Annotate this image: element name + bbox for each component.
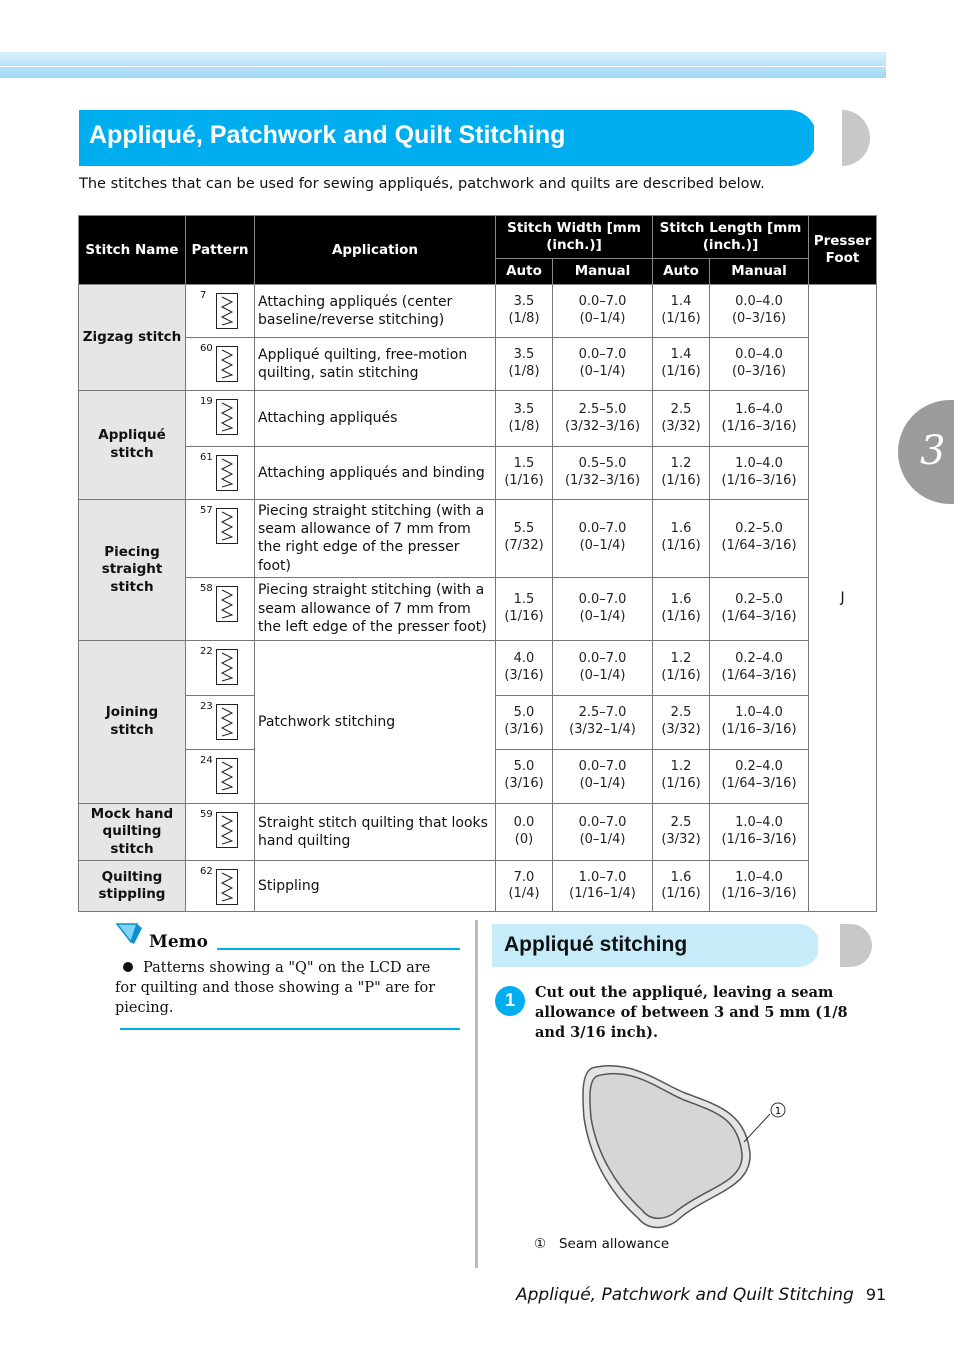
width-auto-mm: 3.5 bbox=[513, 401, 535, 417]
width-manual-inch: (0–1/4) bbox=[579, 608, 626, 624]
stitch-pattern-icon bbox=[216, 455, 238, 491]
width-auto-inch: (1/8) bbox=[508, 311, 540, 326]
length-manual-mm: 1.0–4.0 bbox=[735, 869, 783, 885]
width-auto-cell bbox=[496, 577, 553, 640]
pattern-number: 61 bbox=[200, 452, 213, 463]
page-footer bbox=[516, 1285, 886, 1305]
length-auto-mm: 2.5 bbox=[670, 401, 692, 417]
stitch-pattern-icon bbox=[216, 812, 238, 848]
width-manual-inch: (0–1/4) bbox=[579, 776, 626, 792]
width-manual-mm: 0.5–5.0 bbox=[578, 456, 627, 472]
width-auto-cell bbox=[496, 285, 553, 338]
width-manual-inch: (3/32–3/16) bbox=[564, 418, 641, 434]
page-title-bar bbox=[79, 110, 817, 166]
length-auto-cell bbox=[653, 577, 710, 640]
length-auto-cell bbox=[653, 861, 710, 912]
stitch-pattern-icon bbox=[216, 869, 238, 905]
width-manual-cell bbox=[553, 695, 653, 749]
header-pattern: Pattern bbox=[186, 216, 255, 285]
width-auto-cell bbox=[496, 338, 553, 391]
length-auto-inch: (3/32) bbox=[661, 722, 701, 738]
length-manual-mm: 0.2–4.0 bbox=[735, 759, 783, 775]
application-text: Piecing straight stitching (with a seam allowance of 7 mm from the right edge of the presser foot) bbox=[255, 500, 496, 578]
length-auto-mm: 1.4 bbox=[670, 294, 692, 310]
stitch-name: Zigzag stitch bbox=[79, 285, 186, 391]
width-auto-inch: (1/8) bbox=[508, 418, 540, 434]
length-auto-inch: (1/16) bbox=[661, 311, 701, 326]
width-manual-cell bbox=[553, 285, 653, 338]
length-auto-cell bbox=[653, 338, 710, 391]
section-title: Appliqué stitching bbox=[504, 933, 688, 956]
length-auto-inch: (1/16) bbox=[661, 364, 701, 379]
width-auto-inch: (1/16) bbox=[504, 608, 544, 624]
length-manual-mm: 1.0–4.0 bbox=[735, 456, 783, 472]
width-auto-cell bbox=[496, 803, 553, 861]
width-manual-cell bbox=[553, 577, 653, 640]
length-manual-cell bbox=[710, 500, 809, 578]
title-decor-gap bbox=[814, 110, 842, 166]
width-manual-cell bbox=[553, 749, 653, 803]
length-auto-inch: (3/32) bbox=[661, 832, 701, 848]
stitch-name: Piecing straight stitch bbox=[79, 500, 186, 641]
length-auto-mm: 2.5 bbox=[670, 815, 692, 831]
length-manual-cell bbox=[710, 577, 809, 640]
table-row bbox=[79, 577, 877, 640]
application-text: Appliqué quilting, free-motion quilting, satin stitching bbox=[255, 338, 496, 391]
step-text: Cut out the appliqué, leaving a seam allowance of between 3 and 5 mm (1/8 and 3/16 inch). bbox=[535, 984, 848, 1041]
length-manual-mm: 0.2–5.0 bbox=[735, 591, 783, 607]
table-row bbox=[79, 500, 877, 578]
width-auto-mm: 3.5 bbox=[513, 347, 535, 363]
width-auto-cell bbox=[496, 861, 553, 912]
header-stitch-length: Stitch Length [mm (inch.)] bbox=[653, 216, 809, 259]
width-auto-cell bbox=[496, 640, 553, 695]
application-text: Attaching appliqués bbox=[255, 391, 496, 447]
pattern-cell bbox=[186, 803, 255, 861]
header-length-auto: Auto bbox=[653, 259, 710, 285]
width-manual-inch: (1/16–1/4) bbox=[569, 886, 636, 902]
width-auto-mm: 1.5 bbox=[513, 456, 535, 472]
footer-title: Appliqué, Patchwork and Quilt Stitching bbox=[516, 1285, 854, 1305]
length-manual-cell bbox=[710, 285, 809, 338]
application-text: Stippling bbox=[255, 861, 496, 912]
length-manual-inch: (1/16–3/16) bbox=[721, 473, 797, 488]
width-manual-mm: 0.0–7.0 bbox=[578, 591, 627, 607]
stitch-name: Appliqué stitch bbox=[79, 391, 186, 500]
memo-top-rule bbox=[217, 948, 460, 950]
length-manual-inch: (1/64–3/16) bbox=[721, 538, 797, 554]
pattern-number: 22 bbox=[200, 645, 213, 657]
callout-marker: ① bbox=[534, 1236, 547, 1252]
length-auto-mm: 1.6 bbox=[670, 591, 692, 607]
width-auto-cell bbox=[496, 695, 553, 749]
length-manual-inch: (1/16–3/16) bbox=[721, 722, 797, 738]
width-auto-mm: 7.0 bbox=[513, 869, 535, 885]
pattern-number: 62 bbox=[200, 866, 213, 878]
length-auto-cell bbox=[653, 447, 710, 500]
width-manual-inch: (0–1/4) bbox=[579, 311, 626, 326]
length-auto-mm: 1.2 bbox=[670, 456, 692, 472]
width-manual-inch: (1/32–3/16) bbox=[564, 473, 641, 488]
callout-label: Seam allowance bbox=[558, 1236, 670, 1252]
length-auto-inch: (1/16) bbox=[661, 538, 701, 554]
stitch-name: Joining stitch bbox=[79, 640, 186, 803]
length-auto-cell bbox=[653, 391, 710, 447]
table-row bbox=[79, 447, 877, 500]
pattern-number: 60 bbox=[200, 343, 213, 354]
length-manual-mm: 0.2–5.0 bbox=[735, 521, 783, 537]
length-manual-cell bbox=[710, 803, 809, 861]
length-manual-inch: (1/16–3/16) bbox=[721, 418, 797, 434]
stitch-pattern-icon bbox=[216, 346, 238, 382]
width-manual-mm: 0.0–7.0 bbox=[578, 815, 627, 831]
width-auto-mm: 1.5 bbox=[513, 591, 535, 607]
section-title-bar bbox=[492, 924, 820, 967]
width-manual-cell bbox=[553, 861, 653, 912]
length-manual-inch: (1/16–3/16) bbox=[721, 886, 797, 902]
header-width-manual: Manual bbox=[553, 259, 653, 285]
length-manual-mm: 1.0–4.0 bbox=[735, 815, 783, 831]
header-width-auto: Auto bbox=[496, 259, 553, 285]
stitch-pattern-icon bbox=[216, 704, 238, 740]
length-auto-mm: 1.6 bbox=[670, 521, 692, 537]
width-manual-inch: (0–1/4) bbox=[579, 667, 626, 683]
pattern-cell bbox=[186, 640, 255, 695]
width-auto-mm: 5.5 bbox=[513, 521, 535, 537]
width-auto-inch: (3/16) bbox=[504, 667, 544, 683]
memo-pencil-icon bbox=[115, 922, 143, 944]
length-auto-cell bbox=[653, 695, 710, 749]
table-body bbox=[79, 285, 877, 912]
length-manual-inch: (1/64–3/16) bbox=[721, 667, 797, 683]
length-manual-cell bbox=[710, 749, 809, 803]
width-auto-inch: (1/16) bbox=[504, 473, 544, 488]
width-auto-cell bbox=[496, 500, 553, 578]
length-manual-cell bbox=[710, 695, 809, 749]
stitch-table bbox=[78, 215, 877, 912]
application-text: Attaching appliqués (center baseline/reverse stitching) bbox=[255, 285, 496, 338]
length-auto-mm: 1.6 bbox=[670, 869, 692, 885]
bullet-icon bbox=[123, 962, 133, 972]
length-manual-cell bbox=[710, 861, 809, 912]
table-row bbox=[79, 285, 877, 338]
width-auto-inch: (0) bbox=[514, 832, 534, 848]
length-manual-mm: 1.6–4.0 bbox=[735, 401, 783, 417]
memo-text-block bbox=[115, 958, 455, 1018]
applique-illustration bbox=[570, 1058, 800, 1233]
length-manual-inch: (1/64–3/16) bbox=[721, 776, 797, 792]
width-auto-cell bbox=[496, 391, 553, 447]
width-auto-mm: 0.0 bbox=[513, 815, 535, 831]
length-manual-inch: (0–3/16) bbox=[731, 311, 787, 326]
application-text: Straight stitch quilting that looks hand quilting bbox=[255, 803, 496, 861]
width-auto-cell bbox=[496, 749, 553, 803]
length-auto-mm: 1.2 bbox=[670, 650, 692, 666]
width-manual-inch: (0–1/4) bbox=[579, 538, 626, 554]
stitch-pattern-icon bbox=[216, 399, 238, 435]
pattern-number: 19 bbox=[200, 396, 213, 407]
length-manual-cell bbox=[710, 391, 809, 447]
length-manual-inch: (1/16–3/16) bbox=[721, 832, 797, 848]
length-manual-cell bbox=[710, 640, 809, 695]
width-manual-mm: 0.0–7.0 bbox=[578, 521, 627, 537]
table-row bbox=[79, 338, 877, 391]
width-manual-cell bbox=[553, 338, 653, 391]
pattern-number: 58 bbox=[200, 582, 213, 594]
chapter-tab bbox=[898, 400, 954, 504]
pattern-cell bbox=[186, 861, 255, 912]
length-manual-inch: (1/64–3/16) bbox=[721, 608, 797, 624]
pattern-cell bbox=[186, 695, 255, 749]
top-decor-bar bbox=[0, 52, 886, 78]
length-auto-mm: 1.4 bbox=[670, 347, 692, 363]
length-manual-cell bbox=[710, 338, 809, 391]
width-manual-mm: 2.5–7.0 bbox=[578, 705, 627, 721]
width-manual-mm: 0.0–7.0 bbox=[578, 294, 627, 310]
length-manual-mm: 0.0–4.0 bbox=[735, 347, 783, 363]
width-manual-inch: (0–1/4) bbox=[579, 832, 626, 848]
length-manual-cell bbox=[710, 447, 809, 500]
length-manual-mm: 0.2–4.0 bbox=[735, 650, 783, 666]
width-auto-inch: (1/8) bbox=[508, 364, 540, 379]
page-number: 91 bbox=[865, 1285, 887, 1304]
memo-text: Patterns showing a "Q" on the LCD are for quilting and those showing a "P" are for piecing. bbox=[115, 960, 436, 1016]
table-row bbox=[79, 861, 877, 912]
length-auto-inch: (1/16) bbox=[661, 473, 701, 488]
pattern-cell bbox=[186, 577, 255, 640]
width-manual-cell bbox=[553, 500, 653, 578]
pattern-cell bbox=[186, 447, 255, 500]
header-application: Application bbox=[255, 216, 496, 285]
width-manual-inch: (3/32–1/4) bbox=[569, 722, 636, 738]
width-auto-inch: (7/32) bbox=[504, 538, 544, 554]
stitch-pattern-icon bbox=[216, 293, 238, 329]
chapter-number: 3 bbox=[920, 428, 946, 474]
stitch-pattern-icon bbox=[216, 508, 238, 544]
width-manual-mm: 1.0–7.0 bbox=[578, 869, 627, 885]
table-row bbox=[79, 640, 877, 695]
width-auto-inch: (3/16) bbox=[504, 722, 544, 738]
width-manual-inch: (0–1/4) bbox=[579, 364, 626, 379]
header-stitch-width: Stitch Width [mm (inch.)] bbox=[496, 216, 653, 259]
width-auto-mm: 3.5 bbox=[513, 294, 535, 310]
callout-caption bbox=[534, 1236, 669, 1252]
pattern-cell bbox=[186, 338, 255, 391]
width-manual-mm: 0.0–7.0 bbox=[578, 650, 627, 666]
memo-bottom-rule bbox=[120, 1028, 460, 1030]
pattern-cell bbox=[186, 500, 255, 578]
intro-text: The stitches that can be used for sewing appliqués, patchwork and quilts are described below. bbox=[79, 176, 765, 192]
application-text: Patchwork stitching bbox=[255, 640, 496, 803]
width-auto-inch: (1/4) bbox=[508, 886, 540, 902]
pattern-number: 24 bbox=[200, 754, 213, 766]
application-text: Attaching appliqués and binding bbox=[255, 447, 496, 500]
application-text: Piecing straight stitching (with a seam allowance of 7 mm from the left edge of the presser foot) bbox=[255, 577, 496, 640]
pattern-cell bbox=[186, 285, 255, 338]
callout-marker-number: 1 bbox=[774, 1106, 782, 1117]
length-auto-inch: (1/16) bbox=[661, 886, 701, 902]
width-manual-cell bbox=[553, 391, 653, 447]
width-auto-mm: 5.0 bbox=[513, 705, 535, 721]
length-manual-mm: 0.0–4.0 bbox=[735, 294, 783, 310]
length-auto-cell bbox=[653, 803, 710, 861]
width-auto-mm: 5.0 bbox=[513, 759, 535, 775]
length-manual-mm: 1.0–4.0 bbox=[735, 705, 783, 721]
length-auto-inch: (1/16) bbox=[661, 776, 701, 792]
length-auto-cell bbox=[653, 749, 710, 803]
width-auto-inch: (3/16) bbox=[504, 776, 544, 792]
length-auto-mm: 1.2 bbox=[670, 759, 692, 775]
stitch-pattern-icon bbox=[216, 586, 238, 622]
table-row bbox=[79, 803, 877, 861]
column-divider bbox=[475, 920, 478, 1268]
length-auto-inch: (1/16) bbox=[661, 608, 701, 624]
presser-foot-value: J bbox=[809, 285, 877, 912]
stitch-name: Quilting stippling bbox=[79, 861, 186, 912]
table-row bbox=[79, 391, 877, 447]
page-title: Appliqué, Patchwork and Quilt Stitching bbox=[89, 121, 566, 149]
length-auto-cell bbox=[653, 500, 710, 578]
header-stitch-name: Stitch Name bbox=[79, 216, 186, 285]
pattern-number: 23 bbox=[200, 700, 213, 712]
width-manual-mm: 0.0–7.0 bbox=[578, 759, 627, 775]
stitch-pattern-icon bbox=[216, 649, 238, 685]
pattern-number: 7 bbox=[200, 290, 207, 301]
header-length-manual: Manual bbox=[710, 259, 809, 285]
length-auto-inch: (3/32) bbox=[661, 418, 701, 434]
length-auto-cell bbox=[653, 285, 710, 338]
header-presser-foot: Presser Foot bbox=[809, 216, 877, 285]
width-manual-mm: 2.5–5.0 bbox=[578, 401, 627, 417]
length-auto-cell bbox=[653, 640, 710, 695]
length-auto-mm: 2.5 bbox=[670, 705, 692, 721]
width-manual-cell bbox=[553, 447, 653, 500]
width-auto-cell bbox=[496, 447, 553, 500]
length-auto-inch: (1/16) bbox=[661, 667, 701, 683]
memo-title: Memo bbox=[149, 932, 208, 952]
length-manual-inch: (0–3/16) bbox=[731, 364, 787, 379]
section-decor-gap bbox=[818, 924, 840, 967]
step-number-badge bbox=[495, 986, 525, 1016]
width-manual-mm: 0.0–7.0 bbox=[578, 347, 627, 363]
pattern-number: 57 bbox=[200, 505, 213, 516]
stitch-pattern-icon bbox=[216, 758, 238, 794]
pattern-cell bbox=[186, 749, 255, 803]
pattern-cell bbox=[186, 391, 255, 447]
width-manual-cell bbox=[553, 803, 653, 861]
width-manual-cell bbox=[553, 640, 653, 695]
width-auto-mm: 4.0 bbox=[513, 650, 535, 666]
step-number: 1 bbox=[504, 990, 515, 1010]
stitch-name: Mock hand quilting stitch bbox=[79, 803, 186, 861]
pattern-number: 59 bbox=[200, 808, 213, 820]
